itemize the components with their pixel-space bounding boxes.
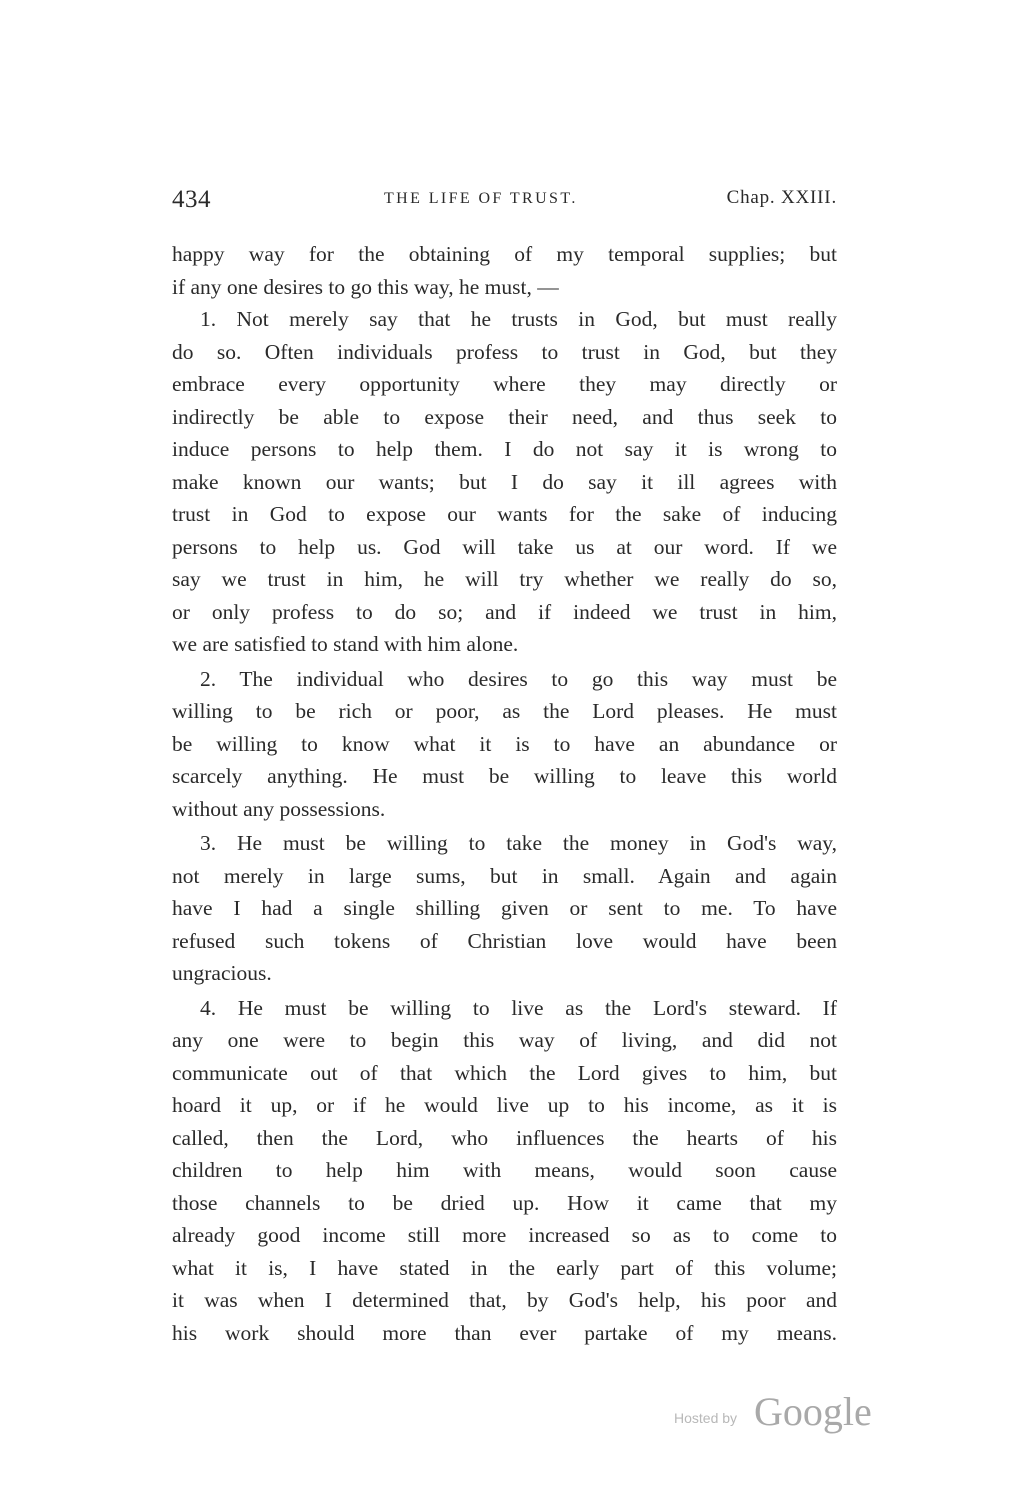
running-title: THE LIFE OF TRUST. — [384, 190, 578, 207]
text-line: do so. Often individuals profess to trust in God, but they — [172, 339, 837, 364]
text-line: any one were to begin this way of living, and did not — [172, 1028, 837, 1052]
text-line: refused such tokens of Christian love would have been — [172, 928, 837, 953]
text-line: happy way for the obtaining of my temporal supplies; but — [172, 242, 837, 266]
text-line: or only profess to do so; and if indeed we trust in him, — [172, 599, 837, 624]
text-line: what it is, I have stated in the early part of this volume; — [172, 1255, 837, 1280]
paragraph-first-line: 2. The individual who desires to go this way must be — [200, 666, 837, 691]
text-line: induce persons to help them. I do not say it is wrong to — [172, 437, 837, 461]
text-line: it was when I determined that, by God's help, his poor and — [172, 1288, 837, 1312]
text-line: make known our wants; but I do say it ill agrees with — [172, 469, 837, 494]
text-line: embrace every opportunity where they may directly or — [172, 372, 837, 396]
text-line: willing to be rich or poor, as the Lord pleases. He must — [172, 699, 837, 723]
paragraph-first-line: 4. He must be willing to live as the Lord's steward. If — [200, 995, 837, 1020]
text-line: say we trust in him, he will try whether we really do so, — [172, 567, 837, 591]
text-line: called, then the Lord, who influences the hearts of his — [172, 1125, 837, 1150]
text-line: persons to help us. God will take us at our word. If we — [172, 534, 837, 559]
page-number: 434 — [172, 186, 211, 213]
text-line: scarcely anything. He must be willing to leave this world — [172, 764, 837, 788]
chapter-label: Chap. XXIII. — [726, 187, 837, 208]
running-head — [172, 186, 837, 216]
text-line: ungracious. — [172, 961, 272, 985]
text-line: not merely in large sums, but in small. Again and again — [172, 863, 837, 888]
text-line: communicate out of that which the Lord gives to him, but — [172, 1060, 837, 1085]
text-line: without any possessions. — [172, 796, 386, 821]
text-line: already good income still more increased so as to come to — [172, 1223, 837, 1247]
page-body — [172, 238, 837, 1349]
text-line: have I had a single shilling given or sent to me. To have — [172, 896, 837, 920]
text-line: indirectly be able to expose their need, and thus seek to — [172, 404, 837, 429]
text-line: trust in God to expose our wants for the sake of inducing — [172, 502, 837, 526]
text-line: those channels to be dried up. How it came that my — [172, 1190, 837, 1215]
text-line: be willing to know what it is to have an abundance or — [172, 731, 837, 756]
paragraph-first-line: 1. Not merely say that he trusts in God, but must really — [200, 307, 837, 331]
google-logo: Google — [754, 1389, 872, 1434]
text-line: hoard it up, or if he would live up to his income, as it is — [172, 1093, 837, 1117]
hosted-by-label: Hosted by — [674, 1410, 738, 1426]
text-line: we are satisfied to stand with him alone. — [172, 632, 519, 656]
paragraph-first-line: 3. He must be willing to take the money in God's way, — [200, 831, 837, 855]
hosted-by-watermark — [674, 1388, 884, 1440]
text-line: if any one desires to go this way, he must, — — [172, 274, 559, 299]
text-line: his work should more than ever partake of my means. — [172, 1320, 837, 1345]
text-line: children to help him with means, would soon cause — [172, 1158, 837, 1182]
